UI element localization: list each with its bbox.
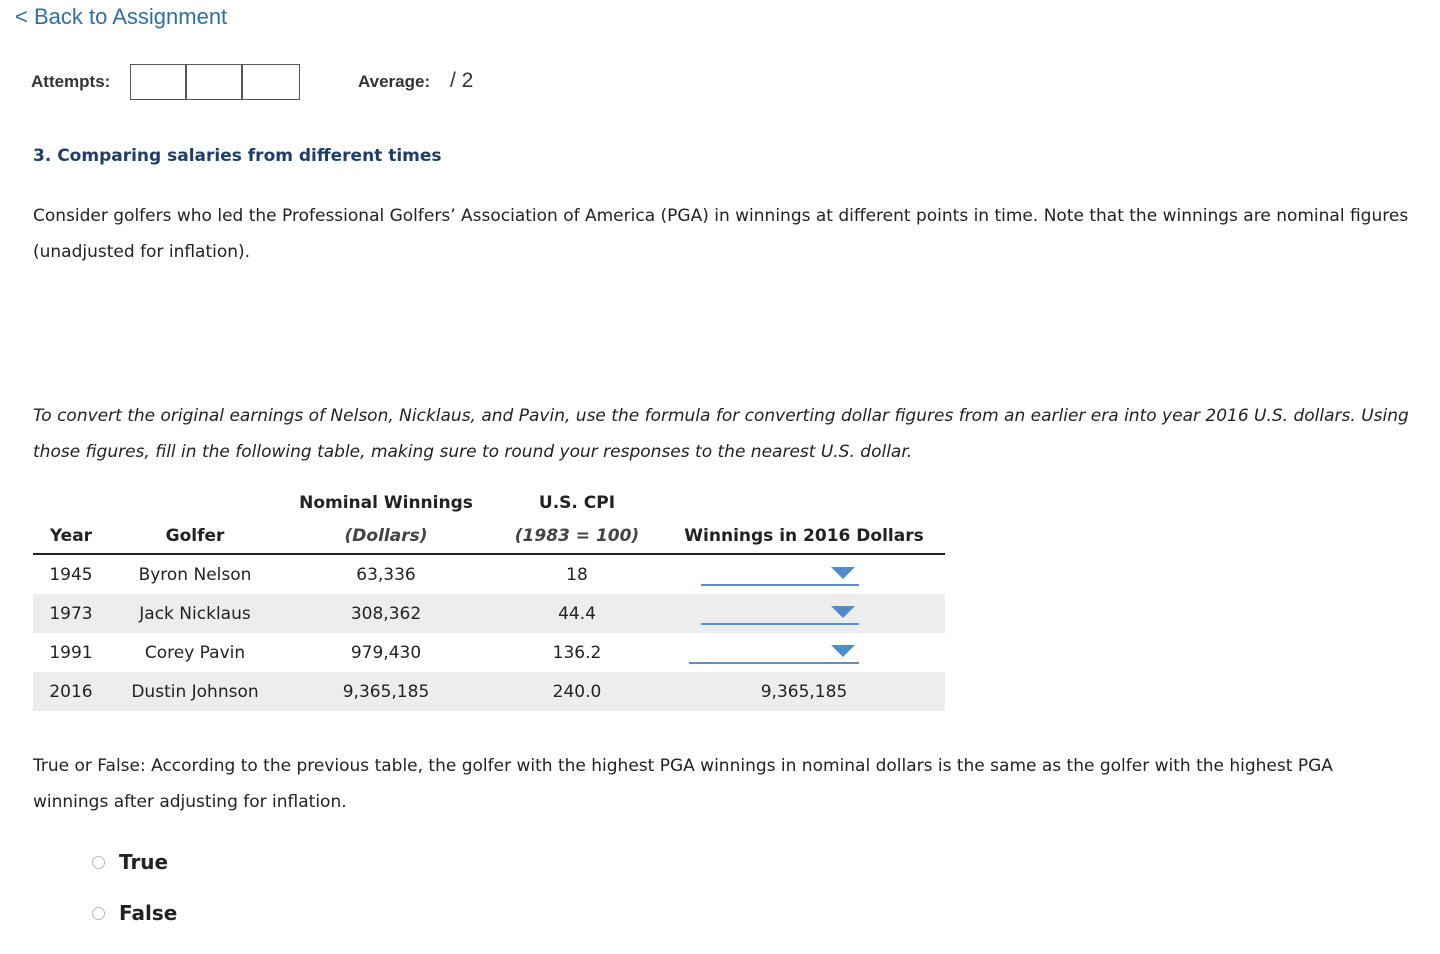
attempt-box-3 xyxy=(243,65,299,99)
option-true-label[interactable]: True xyxy=(119,850,169,874)
attempts-label: Attempts: xyxy=(31,72,111,91)
nominal-cell: 63,336 xyxy=(356,564,416,585)
adjusted-dropdown-nelson[interactable] xyxy=(701,564,859,586)
year-cell: 1991 xyxy=(49,642,93,663)
adjusted-dropdown-nicklaus[interactable] xyxy=(701,603,859,625)
cpi-header: U.S. CPI xyxy=(538,492,616,513)
nominal-header: Nominal Winnings xyxy=(299,492,473,513)
question-intro: Consider golfers who led the Professional Golfers’ Association of America (PGA) in winnings at different points in time. Note that the winnings are nominal figures (unadjusted for inflation). xyxy=(33,206,1409,262)
cpi-cell: 44.4 xyxy=(491,594,663,633)
radio-false[interactable] xyxy=(92,907,105,920)
question-instructions: To convert the original earnings of Nelson, Nicklaus, and Pavin, use the formula for converting dollar figures from an earlier era into year 2016 U.S. dollars. Using those figures, fill in the following table, making sure to round your responses to the nearest U.S. dollar. xyxy=(33,406,1409,462)
cpi-subheader: (1983 = 100) xyxy=(491,519,663,554)
nominal-cell: 9,365,185 xyxy=(281,672,491,711)
year-header: Year xyxy=(33,519,109,554)
chevron-down-icon xyxy=(831,606,855,618)
adjusted-header: Winnings in 2016 Dollars xyxy=(663,519,945,554)
chevron-down-icon xyxy=(831,645,855,657)
year-cell: 1945 xyxy=(49,564,93,585)
chevron-down-icon xyxy=(831,567,855,579)
golfer-cell: Jack Nicklaus xyxy=(109,594,281,633)
option-false-label[interactable]: False xyxy=(119,901,178,925)
golfer-cell: Corey Pavin xyxy=(144,642,246,663)
attempts-boxes xyxy=(130,64,300,100)
table-row xyxy=(33,554,945,594)
option-false[interactable] xyxy=(92,901,177,925)
table-row xyxy=(33,633,945,672)
back-to-assignment-link[interactable]: < Back to Assignment xyxy=(15,4,228,29)
adjusted-dropdown-pavin[interactable] xyxy=(689,642,859,664)
table-row xyxy=(33,594,945,633)
attempt-box-2 xyxy=(187,65,243,99)
cpi-cell: 18 xyxy=(566,564,588,585)
radio-true[interactable] xyxy=(92,856,105,869)
winnings-table xyxy=(33,486,945,711)
option-true[interactable] xyxy=(92,850,168,874)
golfer-cell: Dustin Johnson xyxy=(109,672,281,711)
nominal-cell: 979,430 xyxy=(350,642,422,663)
cpi-cell: 240.0 xyxy=(491,672,663,711)
golfer-header: Golfer xyxy=(109,519,281,554)
nominal-subheader: (Dollars) xyxy=(281,519,491,554)
question-title: 3. Comparing salaries from different times xyxy=(33,146,442,166)
year-cell: 1973 xyxy=(33,594,109,633)
true-false-prompt: True or False: According to the previous table, the golfer with the highest PGA winnings in nominal dollars is the same as the golfer with the highest PGA winnings after adjusting for inflation. xyxy=(33,756,1333,812)
nominal-cell: 308,362 xyxy=(281,594,491,633)
table-row xyxy=(33,672,945,711)
cpi-cell: 136.2 xyxy=(552,642,602,663)
average-value: / 2 xyxy=(450,69,474,92)
adjusted-cell: 9,365,185 xyxy=(663,672,945,711)
average-label: Average: xyxy=(358,72,431,91)
year-cell: 2016 xyxy=(33,672,109,711)
attempt-box-1 xyxy=(131,65,187,99)
golfer-cell: Byron Nelson xyxy=(138,564,252,585)
